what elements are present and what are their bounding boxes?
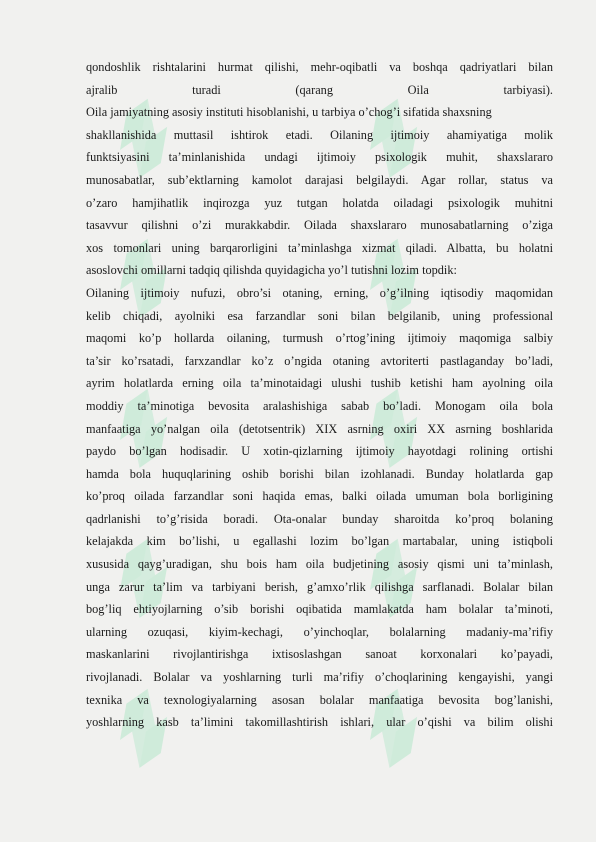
text-line: qadrlanishi to’g’risida boradi. Ota-onalar bunday sharoitda ko’proq bolaning (86, 511, 553, 526)
text-line: ko’proq oilada farzandlar soni haqida emas, balki oilada umuman bola borligining (86, 489, 553, 504)
text-line: shakllanishida muttasil ishtirok etadi. Oilaning ijtimoiy ahamiyatiga molik (86, 127, 553, 142)
text-line: paydo bo’lgan hodisadir. U xotin-qizlarning ijtimoiy hayotdagi rolining ortishi (86, 444, 553, 459)
text-line: maqomi ko’p hollarda oilaning, turmush o’rtog’ining ijtimoiy maqomiga salbiy (86, 331, 553, 346)
text-line: Oila jamiyatning asosiy instituti hisoblanishi, u tarbiya o’chog’i sifatida shaxsning (86, 105, 492, 120)
text-line: ularning ozuqasi, kiyim-kechagi, o’yinchoqlar, bolalarning madaniy-ma’rifiy (86, 624, 553, 639)
document-body (86, 56, 553, 734)
text-line: maskanlarini rivojlantirishga ixtisoslashgan sanoat korxonalari ko’payadi, (86, 647, 553, 662)
text-line: ayrim holatlarda erning oila ta’minotaidagi ulushi tushib ketishi ham ayolning oila (86, 376, 553, 391)
text-line: qondoshlik rishtalarini hurmat qilishi, mehr-oqibatli va boshqa qadriyatlari bilan (86, 60, 553, 74)
text-line: funktsiyasini ta’minlanishida undagi ijtimoiy psixologik muhit, shaxslararo (86, 150, 553, 165)
text-line: ta’sir ko’rsatadi, farxzandlar ko’z o’ngida otaning avtoriterti pastlaganday bo’ladi, (86, 353, 553, 368)
text-line: kelib chiqadi, ayolniki esa farzandlar soni bilan belgilanib, uning professional (86, 308, 553, 323)
text-line: xususida qayg’uradigan, shu bois ham oila budjetining asosiy qismi uni ta’minlash, (86, 557, 553, 572)
text-line: rivojlanadi. Bolalar va yoshlarning turli ma’rifiy o’choqlarining kengayishi, yangi (86, 670, 553, 685)
text-line: yoshlarning kasb ta’limini takomillashtirish ishlari, ular o’qishi va bilim olishi (86, 715, 553, 730)
text-line: hamda bola huquqlarining oshib borishi bilan izohlanadi. Bunday holatlarda gap (86, 466, 553, 481)
text-line: bog’liq ehtiyojlarning o’sib borishi oqibatida mamlakatda ham bolalar ta’minoti, (86, 602, 553, 617)
text-line: munosabatlar, sub’ektlarning kamolot darajasi belgilaydi. Agar rollar, status va (86, 172, 553, 187)
text-line: xos tomonlari uning barqarorligini ta’minlashga xizmat qiladi. Albatta, bu holatni (86, 240, 553, 255)
text-line: moddiy ta’minotiga bevosita aralashishiga sabab bo’ladi. Monogam oila bola (86, 398, 553, 413)
text-line: asoslovchi omillarni tadqiq qilishda quyidagicha yo’l tutishni lozim topdik: (86, 263, 457, 278)
text-line: manfaatiga yo’nalgan oila (detotsentrik) XIX asrning oxiri XX asrning boshlarida (86, 421, 553, 436)
text-line: kelajakda kim bo’lishi, u egallashi lozim bo’lgan martabalar, uning istiqboli (86, 534, 553, 549)
text-line: o’zaro hamjihatlik inqirozga yuz tutgan holatda oiladagi psixologik muhitni (86, 195, 553, 210)
text-line: Oilaning ijtimoiy nufuzi, obro’si otaning, erning, o’g’ilning iqtisodiy maqomidan (86, 285, 553, 300)
text-line: unga zarur ta’lim va tarbiyani berish, g’amxo’rlik qilishga sarflanadi. Bolalar bilan (86, 579, 553, 594)
text-line: tasavvur qilishni o’zi murakkabdir. Oilada shaxslararo munosabatlarning o’ziga (86, 218, 553, 233)
text-line: texnika va texnologiyalarning asosan bolalar manfaatiga bevosita bog’lanishi, (86, 692, 553, 707)
text-line: ajralib turadi (qarang Oila tarbiyasi). (86, 82, 553, 97)
